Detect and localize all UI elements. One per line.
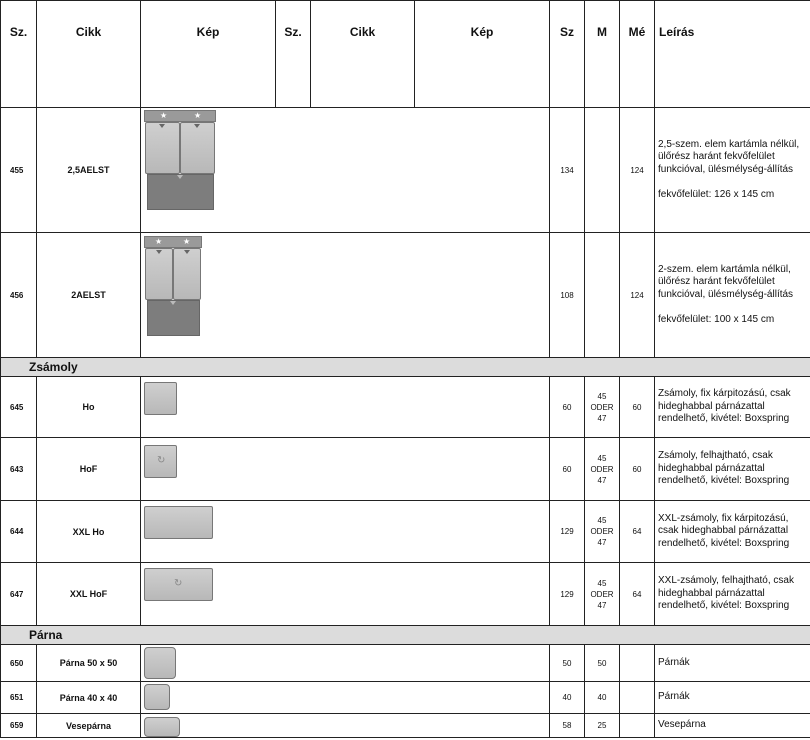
star-icon: ★ xyxy=(183,237,191,246)
item-number: 650 xyxy=(1,645,37,682)
item-width: 108 xyxy=(550,233,585,358)
item-image-cell xyxy=(141,682,550,714)
item-code: XXL Ho xyxy=(37,501,141,563)
item-height xyxy=(585,501,620,563)
item-image-cell xyxy=(141,645,550,682)
item-width: 40 xyxy=(550,682,585,714)
item-number: 456 xyxy=(1,233,37,358)
height-value: 45 xyxy=(597,578,607,588)
header-depth: Mé xyxy=(620,1,655,108)
table-row xyxy=(1,501,810,563)
height-or: ODER xyxy=(590,464,614,474)
item-depth xyxy=(620,714,655,738)
item-number: 659 xyxy=(1,714,37,738)
item-image-cell xyxy=(141,233,550,358)
item-number: 651 xyxy=(1,682,37,714)
item-width: 50 xyxy=(550,645,585,682)
height-value: 45 xyxy=(597,516,607,525)
height-value: 45 xyxy=(597,453,607,463)
item-depth: 60 xyxy=(620,377,655,438)
sleeping-area-text: fekvőfelület: 100 x 145 cm xyxy=(658,314,775,325)
table-row xyxy=(1,645,810,682)
description-text: 2-szem. elem kartámla nélkül, ülőrész haránt fekvőfelület funkcióval, ülésmélység-állítás xyxy=(658,263,794,300)
height-value-alt: 47 xyxy=(597,475,607,485)
item-code: Párna 50 x 50 xyxy=(37,645,141,682)
height-or: ODER xyxy=(590,589,614,599)
header-width: Sz xyxy=(550,1,585,108)
item-width: 60 xyxy=(550,377,585,438)
section-title-zsamoly: Zsámoly xyxy=(1,358,810,377)
item-width: 134 xyxy=(550,108,585,233)
item-height: 25 xyxy=(585,714,620,738)
item-image-cell xyxy=(141,438,550,501)
section-row xyxy=(1,358,810,377)
table-row xyxy=(1,233,810,358)
description-text: 2,5-szem. elem kartámla nélkül, ülőrész haránt fekvőfelület funkcióval, ülésmélység-állítás xyxy=(658,138,800,175)
item-width: 60 xyxy=(550,438,585,501)
section-row xyxy=(1,626,810,645)
item-image-cell xyxy=(141,563,550,626)
item-height xyxy=(585,377,620,438)
xxl-ottoman-image xyxy=(144,506,213,539)
section-title-parna: Párna xyxy=(1,626,810,645)
item-code: 2AELST xyxy=(37,233,141,358)
item-depth: 64 xyxy=(620,501,655,563)
item-description xyxy=(655,233,810,358)
item-depth xyxy=(620,682,655,714)
item-description: Párnák xyxy=(655,682,810,714)
item-height xyxy=(585,108,620,233)
header-cikk: Cikk xyxy=(37,1,141,108)
item-description xyxy=(655,108,810,233)
fold-icon: ↻ xyxy=(157,455,166,466)
item-image-cell xyxy=(141,108,550,233)
item-description: Zsámoly, fix kárpitozású, csak hideghabbal párnázattal rendelhető, kivétel: Boxspring xyxy=(655,377,810,438)
star-icon: ★ xyxy=(155,237,163,246)
item-code: HoF xyxy=(37,438,141,501)
item-code: Vesepárna xyxy=(37,714,141,738)
star-icon: ★ xyxy=(194,111,202,120)
height-value-alt: 47 xyxy=(597,600,607,610)
item-height: 50 xyxy=(585,645,620,682)
item-number: 644 xyxy=(1,501,37,563)
item-description: Zsámoly, felhajtható, csak hideghabbal párnázattal rendelhető, kivétel: Boxspring xyxy=(655,438,810,501)
header-cikk-2: Cikk xyxy=(311,1,415,108)
item-width: 58 xyxy=(550,714,585,738)
height-value-alt: 47 xyxy=(597,538,607,547)
item-description: XXL-zsámoly, fix kárpitozású, csak hideghabbal párnázattal rendelhető, kivétel: Boxspring xyxy=(655,501,810,563)
header-sz-2: Sz. xyxy=(276,1,311,108)
star-icon: ★ xyxy=(160,111,168,120)
header-description: Leírás xyxy=(655,1,810,108)
pillow-image xyxy=(144,647,176,679)
item-depth: 124 xyxy=(620,108,655,233)
item-code: Párna 40 x 40 xyxy=(37,682,141,714)
kidney-pillow-image xyxy=(144,717,180,737)
table-row xyxy=(1,108,810,233)
pillow-image xyxy=(144,684,170,710)
header-row xyxy=(1,1,810,108)
height-value-alt: 47 xyxy=(597,413,607,423)
item-depth: 64 xyxy=(620,563,655,626)
item-depth xyxy=(620,645,655,682)
item-description: XXL-zsámoly, felhajtható, csak hideghabbal párnázattal rendelhető, kivétel: Boxspring xyxy=(655,563,810,626)
item-depth: 60 xyxy=(620,438,655,501)
item-description: Párnák xyxy=(655,645,810,682)
height-or: ODER xyxy=(590,402,614,412)
table-row xyxy=(1,714,810,738)
sleeping-area-text: fekvőfelület: 126 x 145 cm xyxy=(658,189,775,200)
table-row xyxy=(1,563,810,626)
item-height xyxy=(585,233,620,358)
item-code: Ho xyxy=(37,377,141,438)
ottoman-image xyxy=(144,382,177,415)
item-number: 645 xyxy=(1,377,37,438)
item-description: Vesepárna xyxy=(655,714,810,738)
item-code: 2,5AELST xyxy=(37,108,141,233)
table-row xyxy=(1,377,810,438)
item-height: 40 xyxy=(585,682,620,714)
item-height xyxy=(585,438,620,501)
item-number: 455 xyxy=(1,108,37,233)
item-number: 647 xyxy=(1,563,37,626)
item-number: 643 xyxy=(1,438,37,501)
item-image-cell xyxy=(141,714,550,738)
table-row xyxy=(1,682,810,714)
item-height xyxy=(585,563,620,626)
item-image-cell xyxy=(141,501,550,563)
item-code: XXL HoF xyxy=(37,563,141,626)
item-depth: 124 xyxy=(620,233,655,358)
header-sz: Sz. xyxy=(1,1,37,108)
height-or: ODER xyxy=(590,527,614,536)
fold-icon: ↻ xyxy=(174,578,183,589)
item-width: 129 xyxy=(550,563,585,626)
header-kep-2: Kép xyxy=(415,1,550,108)
table-row xyxy=(1,438,810,501)
item-width: 129 xyxy=(550,501,585,563)
header-kep: Kép xyxy=(141,1,276,108)
item-image-cell xyxy=(141,377,550,438)
header-height: M xyxy=(585,1,620,108)
height-value: 45 xyxy=(597,391,607,401)
